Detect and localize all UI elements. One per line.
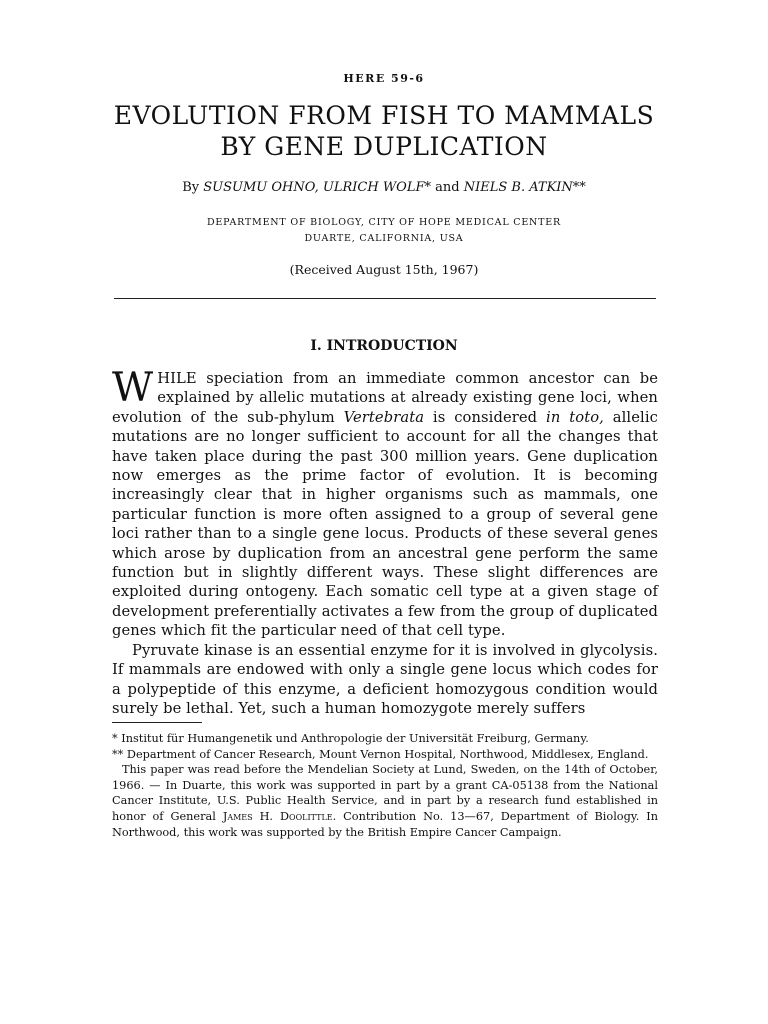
title-line-1: EVOLUTION FROM FISH TO MAMMALS <box>113 101 655 130</box>
by-label: By <box>182 180 200 195</box>
fn3-text-a: This paper was read before the Mendelian Society at Lund, Sweden, on the 14th of October, 1966. — In Duarte, this work was supported in part by a grant CA-05138 from the National Cancer Institute, U.S. Public Health Service, and in part by a research fund established in honor of General <box>112 763 658 823</box>
introduction-body <box>112 365 658 718</box>
paragraph-1 <box>112 365 658 641</box>
p1-italic-in-toto: in toto, <box>546 408 604 426</box>
paragraph-2: Pyruvate kinase is an essential enzyme for it is involved in glycolysis. If mammals are endowed with only a single gene locus which codes for a polypeptide of this enzyme, a deficient homozygous condition would surely be lethal. Yet, such a human homozygote merely suffers <box>112 641 658 717</box>
journal-code: HERE 59-6 <box>343 72 425 85</box>
author-names-2: NIELS B. ATKIN** <box>463 180 586 195</box>
footnote-1: * Institut für Humangenetik und Anthropologie der Universität Freiburg, Germany. <box>112 732 589 745</box>
received-date: (Received August 15th, 1967) <box>289 262 479 277</box>
footnote-3 <box>112 762 658 840</box>
author-line <box>0 179 768 197</box>
p1-text-a: HILE speciation from an immediate common ancestor can be explained by allelic mutations at already existing gene loci, when evolution of the sub-phylum <box>112 370 658 426</box>
section-heading: I. INTRODUCTION <box>310 338 458 354</box>
fn3-name: James H. Doolittle <box>222 809 333 823</box>
and-label: and <box>435 180 460 195</box>
affiliation-line-1: DEPARTMENT OF BIOLOGY, CITY OF HOPE MEDICAL CENTER <box>206 217 561 228</box>
footnote-2: ** Department of Cancer Research, Mount Vernon Hospital, Northwood, Middlesex, England. <box>112 747 649 761</box>
header-divider <box>114 298 656 299</box>
fn3-text-c: . Contribution No. 13—67, Department of Biology. In Northwood, this work was supported by the British Empire Cancer Campaign. <box>112 809 659 839</box>
p1-italic-vertebrata: Vertebrata <box>343 408 425 426</box>
p1-text-e: allelic mutations are no longer sufficient to account for all the changes that have taken place during the past 300 million years. Gene duplication now emerges as the prime factor of evolution. It is becoming increasingly clear that in higher organisms such as mammals, one particular function is more often assigned to a group of several gene loci rather than to a single gene locus. Products of these several genes which arose by duplication from an ancestral gene perform the same function but in slightly different ways. These slight differences are exploited during ontogeny. Each somatic cell type at a given stage of development preferentially activates a few from the group of duplicated genes which fit the particular need of that cell type. <box>112 408 658 640</box>
drop-cap: W <box>112 365 154 411</box>
footnotes <box>112 731 658 840</box>
affiliation <box>0 215 768 247</box>
title-line-2: BY GENE DUPLICATION <box>220 132 548 161</box>
paper-title <box>0 100 768 162</box>
affiliation-line-2: DUARTE, CALIFORNIA, USA <box>304 233 464 244</box>
footnote-divider <box>112 722 202 723</box>
author-names-1: SUSUMU OHNO, ULRICH WOLF* <box>203 180 431 195</box>
p1-text-c: is considered <box>432 408 538 426</box>
